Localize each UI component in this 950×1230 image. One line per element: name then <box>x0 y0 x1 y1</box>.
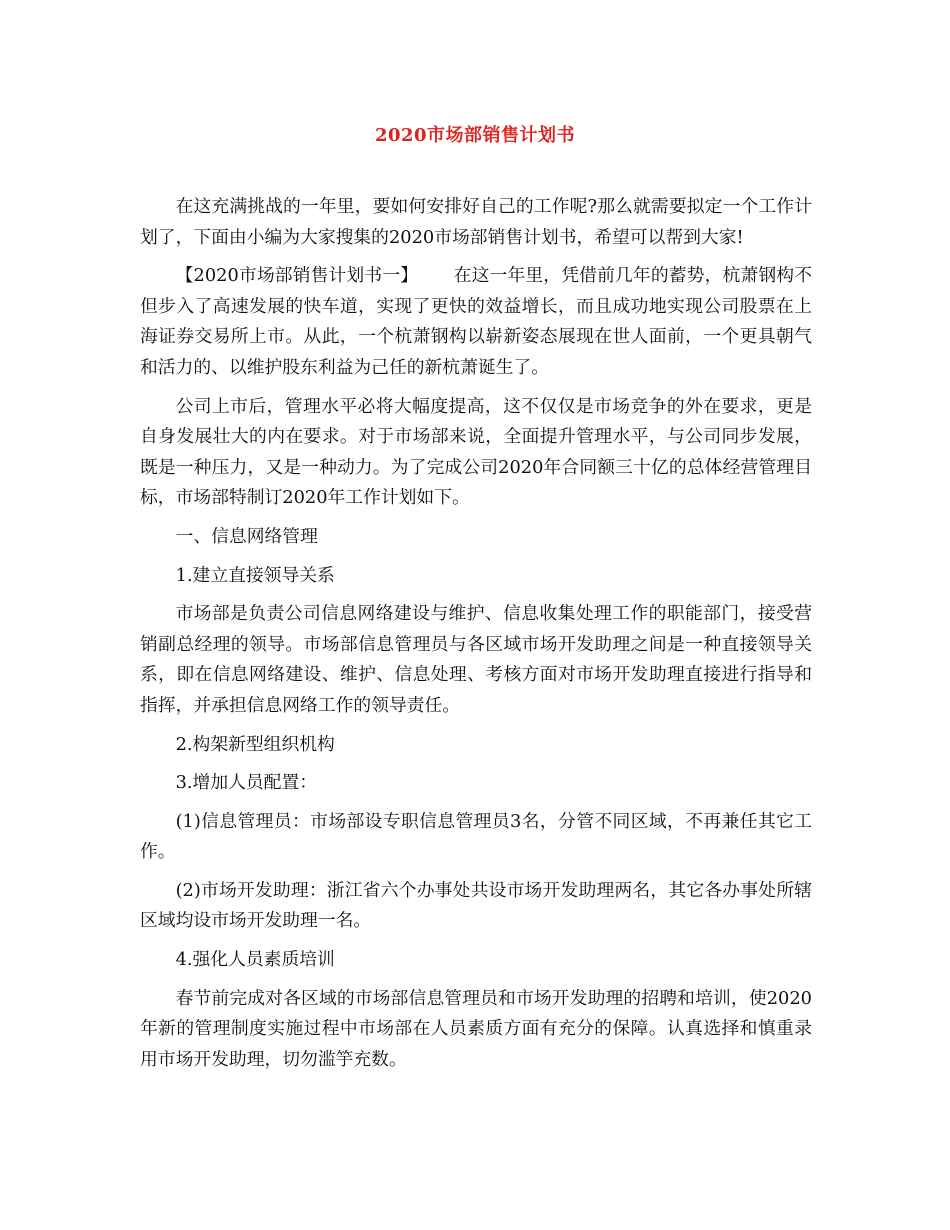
listing-paragraph: 公司上市后，管理水平必将大幅度提高，这不仅仅是市场竞争的外在要求，更是自身发展壮大的内在要求。对于市场部来说，全面提升管理水平，与公司同步发展，既是一种压力，又是一种动力。为了完成公司2020年合同额三十亿的总体经营管理目标，市场部特制订2020年工作计划如下。 <box>140 395 812 509</box>
item-1-paragraph: 市场部是负责公司信息网络建设与维护、信息收集处理工作的职能部门，接受营销副总经理的领导。市场部信息管理员与各区域市场开发助理之间是一种直接领导关系，即在信息网络建设、维护、信息处理、考核方面对市场开发助理直接进行指导和指挥，并承担信息网络工作的领导责任。 <box>140 603 812 716</box>
item-3-heading: 3.增加人员配置： <box>175 772 318 794</box>
item-4-heading: 4.强化人员素质培训 <box>175 949 335 971</box>
item-3-sub-2: (2)市场开发助理：浙江省六个办事处共设市场开发助理两名，其它各办事处所辖区域均设市场开发助理一名。 <box>140 879 812 932</box>
section-one-paragraph <box>140 261 812 383</box>
item-2-heading: 2.构架新型组织机构 <box>175 733 335 755</box>
item-1-heading: 1.建立直接领导关系 <box>175 564 335 586</box>
document-title: 2020市场部销售计划书 <box>374 125 576 146</box>
section-one-heading: 【2020市场部销售计划书一】 <box>175 265 419 287</box>
intro-paragraph: 在这充满挑战的一年里，要如何安排好自己的工作呢?那么就需要拟定一个工作计划了，下面由小编为大家搜集的2020市场部销售计划书，希望可以帮到大家! <box>140 196 812 248</box>
document-body <box>140 192 812 1083</box>
item-3-sub-1: (1)信息管理员：市场部设专职信息管理员3名，分管不同区域，不再兼任其它工作。 <box>140 810 812 863</box>
heading-info-network: 一、信息网络管理 <box>175 525 318 547</box>
item-4-paragraph: 春节前完成对各区域的市场部信息管理员和市场开发助理的招聘和培训，使2020年新的管理制度实施过程中市场部在人员素质方面有充分的保障。认真选择和慎重录用市场开发助理，切勿滥竽充数。 <box>140 987 812 1070</box>
section-one-text: 在这一年里，凭借前几年的蓄势，杭萧钢构不但步入了高速发展的快车道，实现了更快的效益增长，而且成功地实现公司股票在上海证券交易所上市。从此，一个杭萧钢构以崭新姿态展现在世人面前，一个更具朝气和活力的、以维护股东利益为己任的新杭萧诞生了。 <box>140 265 812 378</box>
